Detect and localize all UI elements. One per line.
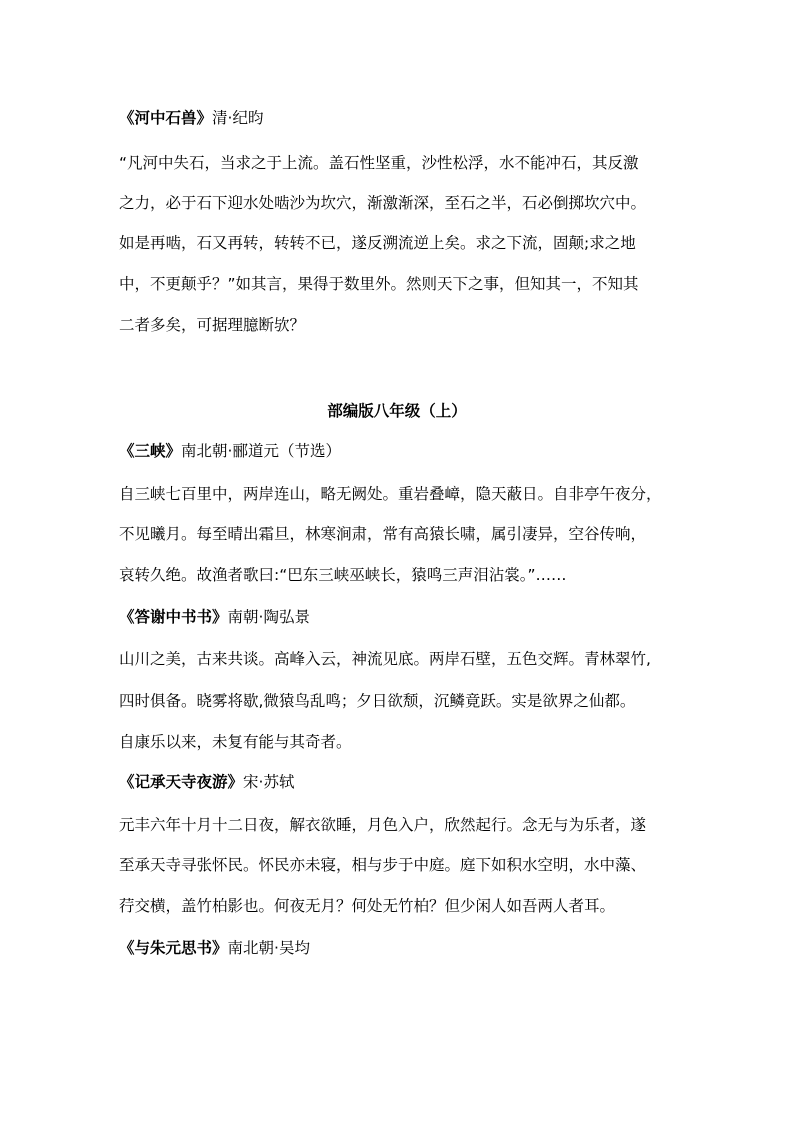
text-line: “凡河中失石，当求之于上流。盖石性坚重，沙性松浮，水不能冲石，其反激 [119, 154, 639, 172]
work-title: 《三峡》 [119, 442, 182, 460]
section-title-zhuyuansi [119, 938, 679, 958]
text-line: 哀转久绝。故渔者歌曰:“巴东三峡巫峡长，猿鸣三声泪沾裳。”…… [119, 566, 567, 584]
work-title: 《河中石兽》 [119, 109, 213, 127]
text-line: 二者多矣，可据理臆断欤？ [119, 316, 306, 334]
text-line: 如是再啮，石又再转，转转不已，遂反溯流逆上矣。求之下流，固颠;求之地 [119, 234, 636, 252]
work-author: 南北朝·吴均 [227, 939, 310, 957]
work-author: 南北朝·郦道元（节选） [181, 442, 341, 460]
grade-heading: 部编版八年级（上） [327, 402, 467, 420]
section-title-daxie [119, 607, 679, 627]
work-title: 《记承天寺夜游》 [119, 773, 244, 791]
work-title: 《答谢中书书》 [119, 608, 228, 626]
work-title: 《与朱元思书》 [119, 939, 228, 957]
text-line: 至承天寺寻张怀民。怀民亦未寝，相与步于中庭。庭下如积水空明，水中藻、 [119, 856, 647, 874]
work-author: 宋·苏轼 [243, 773, 295, 791]
text-line: 荇交横，盖竹柏影也。何夜无月？何处无竹柏？但少闲人如吾两人者耳。 [119, 897, 616, 915]
text-line: 之力，必于石下迎水处啮沙为坎穴，渐激渐深，至石之半，石必倒掷坎穴中。 [119, 194, 647, 212]
text-line: 四时俱备。晓雾将歇,微猿鸟乱鸣；夕日欲颓，沉鳞竟跃。实是欲界之仙都。 [119, 692, 636, 710]
section-title-heshong [119, 108, 679, 128]
text-line: 元丰六年十月十二日夜，解衣欲睡，月色入户，欣然起行。念无与为乐者，遂 [119, 816, 647, 834]
work-author: 清·纪昀 [212, 109, 264, 127]
section-title-chengtiansi [119, 772, 679, 792]
text-line: 不见曦月。每至晴出霜旦，林寒涧肃，常有高猿长啸，属引凄异，空谷传响， [119, 525, 647, 543]
text-line: 中，不更颠乎？”如其言，果得于数里外。然则天下之事，但知其一，不知其 [119, 275, 639, 293]
text-line: 自三峡七百里中，两岸连山，略无阙处。重岩叠嶂，隐天蔽日。自非亭午夜分， [119, 485, 662, 503]
text-line: 自康乐以来，未复有能与其奇者。 [119, 733, 352, 751]
section-title-sanxia [119, 441, 679, 461]
text-line: 山川之美，古来共谈。高峰入云，神流见底。两岸石壁，五色交辉。青林翠竹, [119, 650, 651, 668]
work-author: 南朝·陶弘景 [227, 608, 310, 626]
